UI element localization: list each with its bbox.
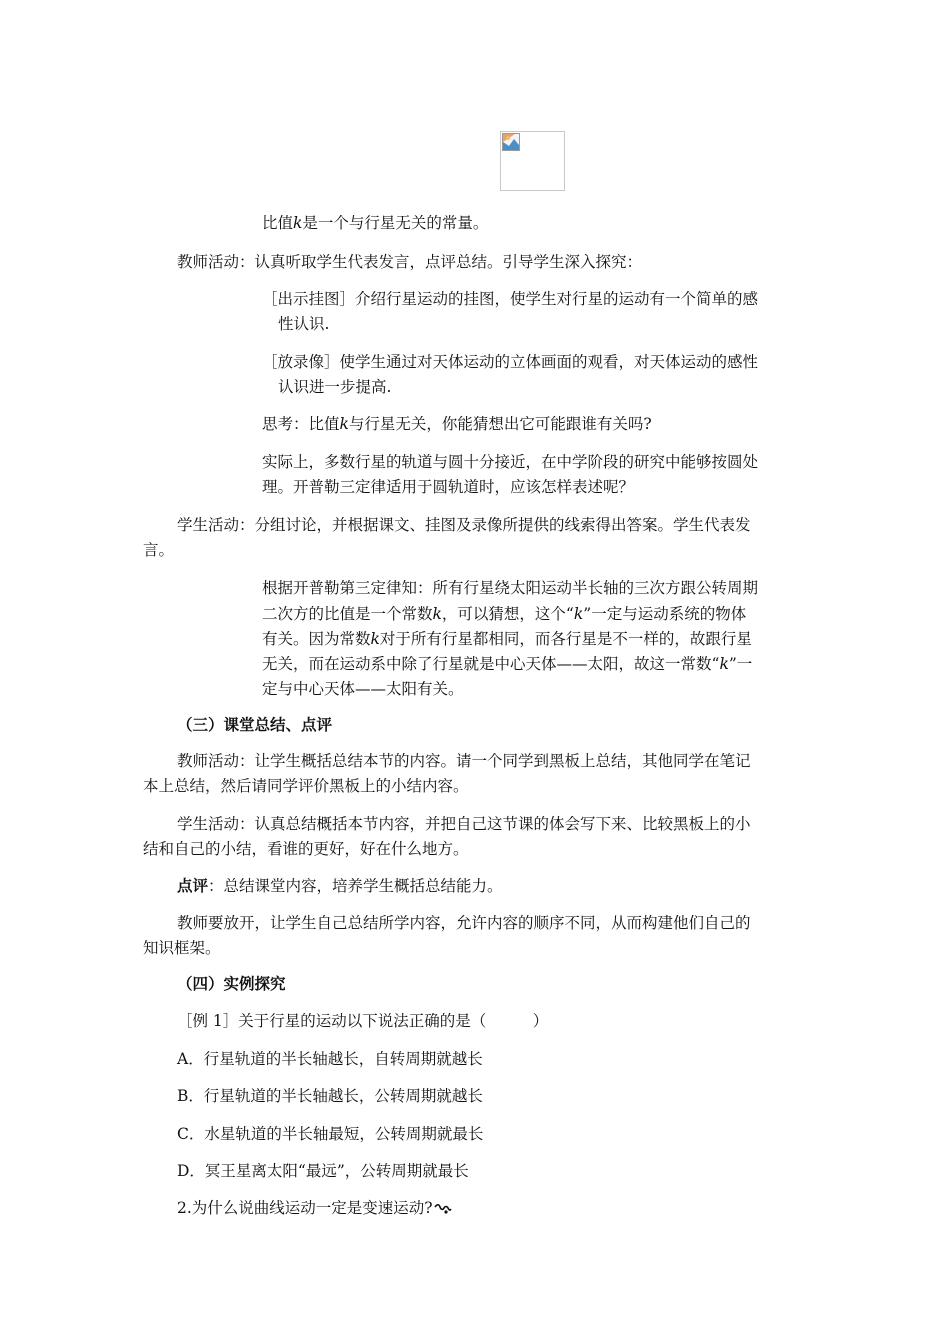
- student-activity-2-line1: 学生活动：认真总结概括本节内容，并把自己这节课的体会写下来、比较黑板上的小: [177, 815, 751, 833]
- figure-placeholder: [500, 131, 565, 191]
- example1-option-d: D．冥王星离太阳“最远”，公转周期就最长: [177, 1162, 469, 1180]
- squiggle-mark-icon: [434, 1203, 452, 1215]
- teacher-activity-1: 教师活动：认真听取学生代表发言，点评总结。引导学生深入探究：: [177, 253, 643, 271]
- ratio-note-text: 比值: [262, 214, 294, 232]
- kepler-text: ”一: [728, 655, 753, 673]
- think-question: [262, 413, 652, 435]
- example1-option-c: C．水星轨道的半长轴最短，公转周期就最长: [177, 1125, 484, 1143]
- kepler-text: 无关，而在运动系中除了行星就是中心天体——太阳，故这一常数“: [262, 655, 720, 673]
- var-k: k: [293, 214, 303, 232]
- question2-text: 2.为什么说曲线运动一定是变速运动?: [177, 1199, 433, 1217]
- kepler-line3: [262, 628, 752, 650]
- comment-label: 点评: [177, 876, 209, 895]
- show-chart-line2: 性认识.: [278, 315, 330, 333]
- broken-image-icon: [502, 133, 520, 151]
- var-k: k: [432, 605, 442, 623]
- play-video-line2: 认识进一步提高.: [278, 378, 392, 396]
- var-k: k: [339, 415, 349, 433]
- student-activity-1-line1: 学生活动：分组讨论，并根据课文、挂图及录像所提供的线索得出答案。学生代表发: [177, 516, 751, 534]
- ratio-note-text: 是一个与行星无关的常量。: [302, 214, 489, 232]
- show-chart-line1: ［出示挂图］介绍行星运动的挂图，使学生对行星的运动有一个简单的感: [262, 290, 759, 308]
- kepler-line4: [262, 653, 752, 675]
- actually-line1: 实际上，多数行星的轨道与圆十分接近，在中学阶段的研究中能够按圆处: [262, 453, 759, 471]
- var-k: k: [573, 605, 584, 623]
- kepler-line1: 根据开普勒第三定律知：所有行星绕太阳运动半长轴的三次方跟公转周期: [262, 579, 759, 597]
- think-text: 与行星无关，你能猜想出它可能跟谁有关吗?: [348, 415, 652, 433]
- teacher-open-line2: 知识框架。: [143, 939, 221, 957]
- section4-title: （四）实例探究: [177, 974, 286, 993]
- kepler-text: ”一定与运动系统的物体: [583, 605, 747, 623]
- kepler-line2: [262, 603, 746, 625]
- teacher-activity-2-line1: 教师活动：让学生概括总结本节的内容。请一个同学到黑板上总结，其他同学在笔记: [177, 752, 751, 770]
- teacher-open-line1: 教师要放开，让学生自己总结所学内容，允许内容的顺序不同，从而构建他们自己的: [177, 914, 751, 932]
- example1-option-b: B．行星轨道的半长轴越长，公转周期就越长: [177, 1087, 483, 1105]
- actually-line2: 理。开普勒三定律适用于圆轨道时，应该怎样表述呢？: [262, 478, 635, 496]
- kepler-text: 有关。因为常数: [262, 630, 371, 648]
- kepler-line5: 定与中心天体——太阳有关。: [262, 680, 464, 698]
- comment: [177, 875, 503, 897]
- kepler-text: 对于所有行星都相同，而各行星是不一样的，故跟行星: [379, 630, 752, 648]
- teacher-activity-2-line2: 本上总结，然后请同学评价黑板上的小结内容。: [143, 777, 469, 795]
- kepler-text: 二次方的比值是一个常数: [262, 605, 433, 623]
- var-k: k: [719, 655, 729, 673]
- student-activity-1-line2: 言。: [143, 541, 175, 559]
- comment-text: ：总结课堂内容，培养学生概括总结能力。: [208, 877, 503, 895]
- question2: [177, 1197, 452, 1219]
- example1-option-a: A．行星轨道的半长轴越长，自转周期就越长: [177, 1050, 483, 1068]
- section3-title: （三）课堂总结、点评: [177, 715, 333, 734]
- example1-stem: ［例 1］关于行星的运动以下说法正确的是（ ）: [177, 1012, 549, 1030]
- var-k: k: [370, 630, 380, 648]
- kepler-text: ，可以猜想，这个“: [441, 605, 574, 623]
- ratio-note: [262, 212, 488, 234]
- play-video-line1: ［放录像］使学生通过对天体运动的立体画面的观看，对天体运动的感性: [262, 353, 759, 371]
- student-activity-2-line2: 结和自己的小结，看谁的更好，好在什么地方。: [143, 840, 469, 858]
- think-text: 思考：比值: [262, 415, 340, 433]
